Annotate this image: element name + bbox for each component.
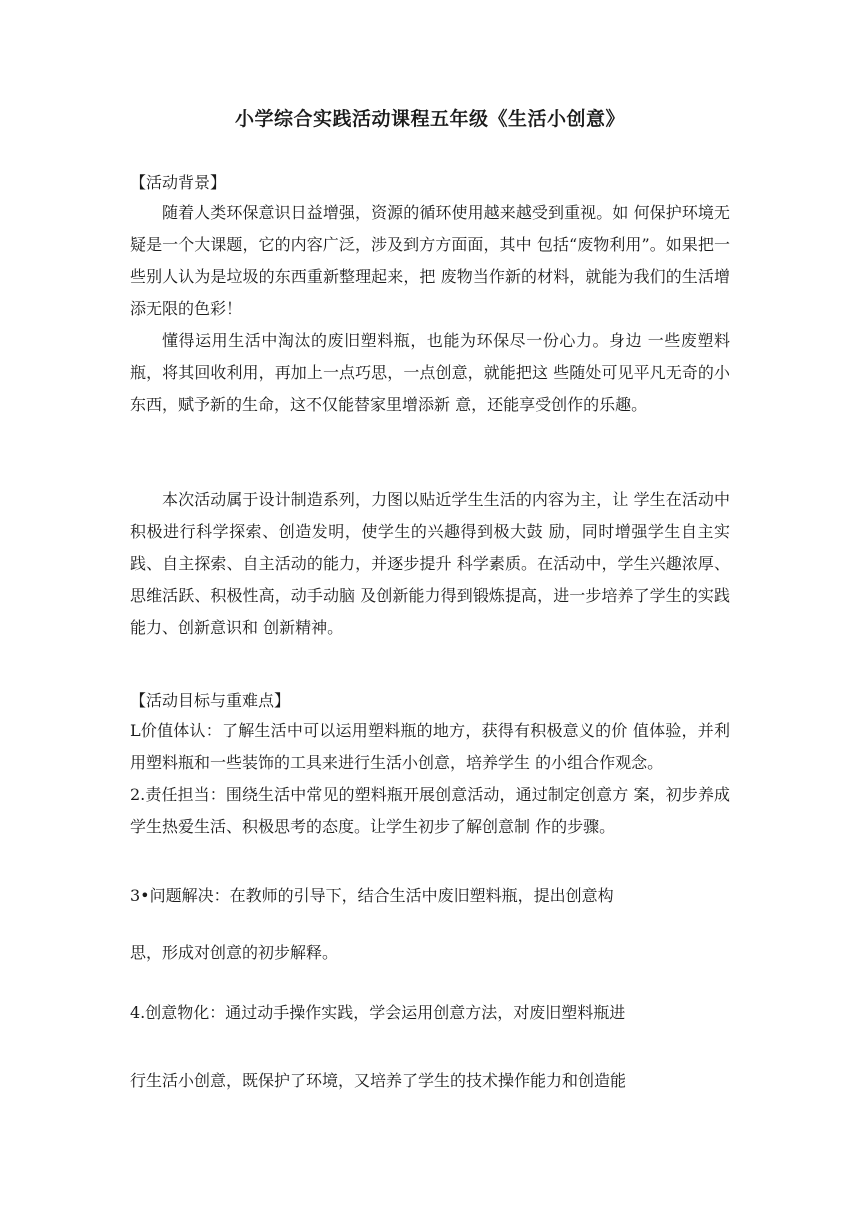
goal-item-3-line-2: 思，形成对创意的初步解释。 [130,943,339,962]
section-heading-background: 【活动背景】 [130,173,227,192]
document-title: 小学综合实践活动课程五年级《生活小创意》 [234,108,625,130]
goal-item-4-line-1: 4.创意物化：通过动手操作实践，学会运用创意方法，对废旧塑料瓶进 [130,1003,626,1022]
section-heading-goals: 【活动目标与重难点】 [130,691,291,710]
goal-item-1: L价值体认：了解生活中可以运用塑料瓶的地方，获得有积极意义的价 值体验，并利用塑料瓶和一些装饰的工具来进行生活小创意，培养学生 的小组合作观念。 [130,721,730,772]
goal-item-2: 2.责任担当：围绕生活中常见的塑料瓶开展创意活动，通过制定创意方 案，初步养成学生热爱生活、积极思考的态度。让学生初步了解创意制 作的步骤。 [130,785,730,836]
goal-item-3-line-1: 3•问题解决：在教师的引导下，结合生活中废旧塑料瓶，提出创意构 [130,886,614,905]
background-paragraph-3: 本次活动属于设计制造系列，力图以贴近学生生活的内容为主，让 学生在活动中积极进行科学探索、创造发明，使学生的兴趣得到极大鼓 励，同时增强学生自主实践、自主探索、自主活动的能力，并逐步提升 科学素质。在活动中，学生兴趣浓厚、思维活跃、积极性高，动手动脑 及创新能力得到锻炼提高，进一步培养了学生的实践能力、创新意识和 创新精神。 [130,490,730,637]
background-paragraph-2: 懂得运用生活中淘汰的废旧塑料瓶，也能为环保尽一份心力。身边 一些废塑料瓶，将其回收利用，再加上一点巧思，一点创意，就能把这 些随处可见平凡无奇的小东西，赋予新的生命，这不仅能替家里增添新 意，还能享受创作的乐趣。 [130,331,730,414]
background-paragraph-1: 随着人类环保意识日益增强，资源的循环使用越来越受到重视。如 何保护环境无疑是一个大课题，它的内容广泛，涉及到方方面面，其中 包括“废物利用”。如果把一些别人认为是垃圾的东西重新整理起来，把 废物当作新的材料，就能为我们的生活增添无限的色彩！ [130,203,730,318]
goal-item-4-line-2: 行生活小创意，既保护了环境，又培养了学生的技术操作能力和创造能 [130,1071,627,1090]
